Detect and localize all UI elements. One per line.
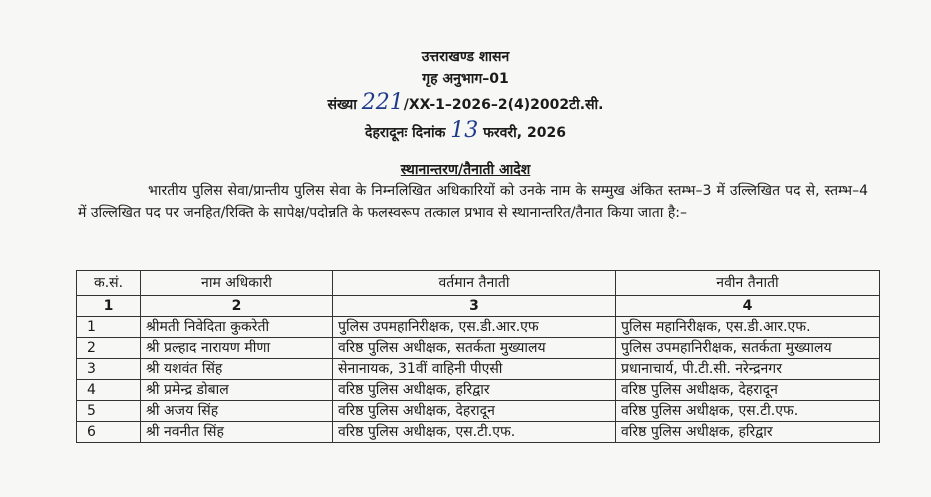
table-row — [77, 338, 880, 359]
officer-name-cell: श्री प्रमेन्द्र डोबाल — [141, 380, 333, 401]
new-posting-cell: पुलिस उपमहानिरीक्षक, सतर्कता मुख्यालय — [616, 338, 880, 359]
serial-cell: 6 — [77, 422, 141, 443]
column-number: 3 — [333, 296, 616, 317]
column-number-row — [77, 296, 880, 317]
header-name: नाम अधिकारी — [141, 271, 333, 296]
order-date — [0, 118, 931, 143]
date-suffix: फरवरी, 2026 — [483, 125, 566, 141]
new-posting-cell: पुलिस महानिरीक्षक, एस.डी.आर.एफ. — [616, 317, 880, 338]
handwritten-number: 221 — [361, 90, 404, 115]
new-posting-cell: वरिष्ठ पुलिस अधीक्षक, एस.टी.एफ. — [616, 401, 880, 422]
table-row — [77, 401, 880, 422]
transfer-table — [76, 270, 880, 443]
table-row — [77, 380, 880, 401]
column-number: 2 — [141, 296, 333, 317]
order-title: स्थानान्तरण/तैनाती आदेश — [400, 162, 531, 178]
new-posting-cell: वरिष्ठ पुलिस अधीक्षक, हरिद्वार — [616, 422, 880, 443]
serial-cell: 3 — [77, 359, 141, 380]
government-title: उत्तराखण्ड शासन — [421, 49, 510, 65]
number-prefix: संख्या — [327, 97, 357, 113]
serial-cell: 4 — [77, 380, 141, 401]
column-number: 1 — [77, 296, 141, 317]
serial-cell: 5 — [77, 401, 141, 422]
column-number: 4 — [616, 296, 880, 317]
table-row — [77, 422, 880, 443]
order-body: भारतीय पुलिस सेवा/प्रान्तीय पुलिस सेवा के निम्नलिखित अधिकारियों को उनके नाम के सम्मुख अंकित स्तम्भ–3 में उल्लिखित पद से, स्तम्भ–4 में उल्लिखित पद पर जनहित/रिक्ति के सापेक्ष/पदोन्नति के फलस्वरूप तत्काल प्रभाव से स्थानान्तरित/तैनात किया जाता है:– — [78, 183, 868, 221]
table-row — [77, 359, 880, 380]
current-posting-cell: वरिष्ठ पुलिस अधीक्षक, हरिद्वार — [333, 380, 616, 401]
header-current-posting: वर्तमान तैनाती — [333, 271, 616, 296]
officer-name-cell: श्री अजय सिंह — [141, 401, 333, 422]
date-prefix: देहरादूनः दिनांक — [365, 125, 446, 141]
new-posting-cell: वरिष्ठ पुलिस अधीक्षक, देहरादून — [616, 380, 880, 401]
number-suffix: /XX-1–2026–2(4)2002टी.सी. — [403, 97, 604, 113]
current-posting-cell: वरिष्ठ पुलिस अधीक्षक, सतर्कता मुख्यालय — [333, 338, 616, 359]
current-posting-cell: सेनानायक, 31वीं वाहिनी पीएसी — [333, 359, 616, 380]
serial-cell: 1 — [77, 317, 141, 338]
current-posting-cell: वरिष्ठ पुलिस अधीक्षक, एस.टी.एफ. — [333, 422, 616, 443]
officer-name-cell: श्रीमती निवेदिता कुकरेती — [141, 317, 333, 338]
header-new-posting: नवीन तैनाती — [616, 271, 880, 296]
current-posting-cell: वरिष्ठ पुलिस अधीक्षक, देहरादून — [333, 401, 616, 422]
table-row — [77, 317, 880, 338]
officer-name-cell: श्री नवनीत सिंह — [141, 422, 333, 443]
officer-name-cell: श्री प्रल्हाद नारायण मीणा — [141, 338, 333, 359]
new-posting-cell: प्रधानाचार्य, पी.टी.सी. नरेन्द्रनगर — [616, 359, 880, 380]
table-header-row — [77, 271, 880, 296]
order-number — [0, 90, 931, 115]
serial-cell: 2 — [77, 338, 141, 359]
officer-name-cell: श्री यशवंत सिंह — [141, 359, 333, 380]
handwritten-date: 13 — [450, 118, 479, 143]
department-line: गृह अनुभाग–01 — [422, 71, 509, 87]
header-serial: क.सं. — [77, 271, 141, 296]
current-posting-cell: पुलिस उपमहानिरीक्षक, एस.डी.आर.एफ — [333, 317, 616, 338]
